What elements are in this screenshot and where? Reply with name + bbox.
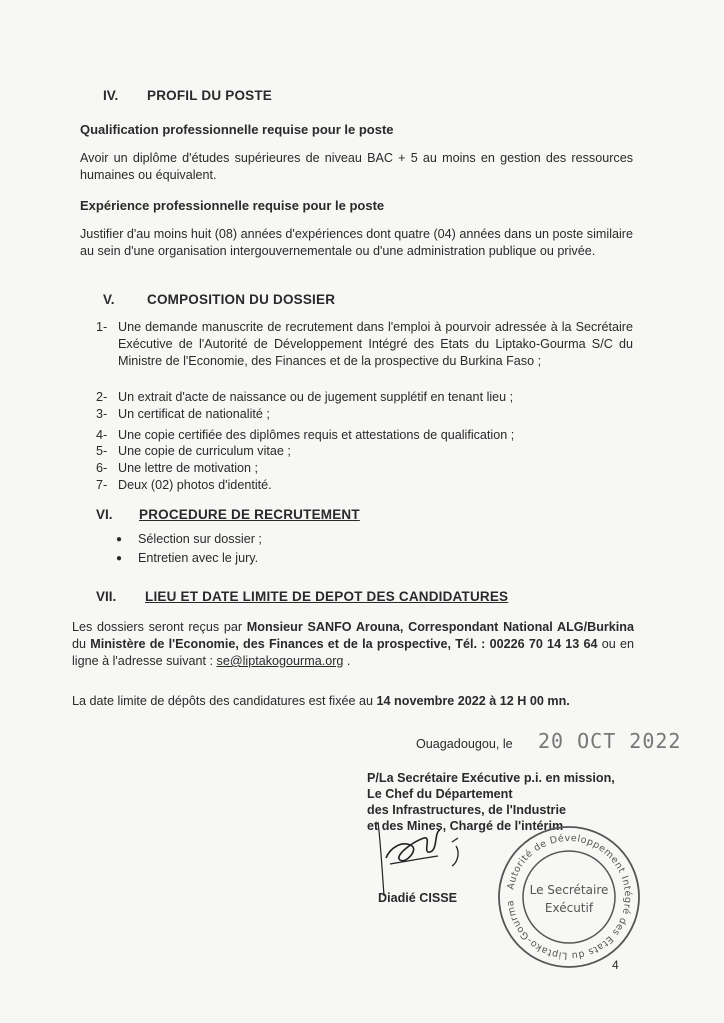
section-7-number: VII. xyxy=(96,589,117,604)
bullet-icon: ● xyxy=(116,553,123,564)
submission-text-b: du xyxy=(72,637,91,651)
deadline-text: La date limite de dépôts des candidatures est fixée au xyxy=(72,694,377,708)
section-4-title: PROFIL DU POSTE xyxy=(147,88,273,103)
submission-text-d: . xyxy=(343,654,351,668)
qualification-heading: Qualification professionnelle requise pour le poste xyxy=(80,122,394,137)
correspondent-name: Monsieur SANFO Arouna, Correspondant National ALG/Burkina xyxy=(246,620,634,634)
list-item-number: 5- xyxy=(96,444,108,458)
signer-name: Diadié CISSE xyxy=(378,891,458,905)
list-item xyxy=(96,460,633,477)
deadline-date: 14 novembre 2022 à 12 H 00 mn. xyxy=(376,694,570,708)
date-stamp: 20 OCT 2022 xyxy=(538,729,682,753)
list-item xyxy=(96,427,633,444)
list-item-text: Un certificat de nationalité ; xyxy=(118,407,270,421)
signature-line-4: et des Mines, Chargé de l'intérim xyxy=(367,819,564,833)
submission-text-c: ou en ligne à l'adresse suivant : xyxy=(72,637,634,668)
section-5-title: COMPOSITION DU DOSSIER xyxy=(147,292,336,307)
section-7-title: LIEU ET DATE LIMITE DE DEPOT DES CANDIDATURES xyxy=(145,589,509,604)
submission-text-a: Les dossiers seront reçus par xyxy=(72,620,247,634)
section-6-title: PROCEDURE DE RECRUTEMENT xyxy=(139,507,360,522)
deadline-paragraph xyxy=(72,693,634,710)
section-5-number: V. xyxy=(103,292,115,307)
list-item xyxy=(96,406,633,423)
list-item-text: Une copie certifiée des diplômes requis et attestations de qualification ; xyxy=(118,428,515,442)
list-item-number: 1- xyxy=(96,320,108,334)
place-date-label: Ouagadougou, le xyxy=(416,737,513,751)
list-item-text: Une demande manuscrite de recrutement dans l'emploi à pourvoir adressée à la Secrétaire Exécutive de l'Autorité de Développement Intégré des Etats du Liptako-Gourma S/C du Ministre de l'Economie, des Finances et de la prospective du Burkina Faso ; xyxy=(118,320,633,368)
list-item-text: Un extrait d'acte de naissance ou de jugement supplétif en tenant lieu ; xyxy=(118,390,514,404)
list-item xyxy=(96,389,633,406)
section-6-number: VI. xyxy=(96,507,113,522)
stamp-ring-text: Autorité de Développement Intégré des Etats du Liptako-Gourma xyxy=(505,832,634,962)
list-item-number: 6- xyxy=(96,461,108,475)
list-item-number: 7- xyxy=(96,478,108,492)
email-link[interactable]: se@liptakogourma.org xyxy=(216,654,344,668)
qualification-text: Avoir un diplôme d'études supérieures de niveau BAC + 5 au moins en gestion des ressources humaines ou équivalent. xyxy=(80,151,633,182)
procedure-item-1: Sélection sur dossier ; xyxy=(138,532,262,546)
handwritten-signature xyxy=(372,818,482,898)
signature-line-1: P/La Secrétaire Exécutive p.i. en mission, xyxy=(367,771,615,785)
bullet-icon: ● xyxy=(116,534,123,545)
procedure-item-2: Entretien avec le jury. xyxy=(138,551,259,565)
submission-paragraph xyxy=(72,619,634,670)
signature-line-3: des Infrastructures, de l'Industrie xyxy=(367,803,566,817)
experience-text: Justifier d'au moins huit (08) années d'expériences dont quatre (04) années dans un poste similaire au sein d'une organisation intergouvernementale ou d'une administration publique ou privée. xyxy=(80,227,633,258)
list-item xyxy=(96,443,633,460)
list-item-text: Deux (02) photos d'identité. xyxy=(118,478,272,492)
official-stamp-icon xyxy=(496,824,642,970)
list-item xyxy=(96,319,633,389)
list-item xyxy=(96,477,633,494)
list-item-number: 4- xyxy=(96,428,108,442)
list-item-text: Une lettre de motivation ; xyxy=(118,461,259,475)
page-number: 4 xyxy=(612,958,619,972)
list-item-number: 3- xyxy=(96,407,108,421)
section-4-number: IV. xyxy=(103,88,119,103)
signature-line-2: Le Chef du Département xyxy=(367,787,513,801)
experience-heading: Expérience professionnelle requise pour le poste xyxy=(80,198,385,213)
ministry-contact: Ministère de l'Economie, des Finances et de la prospective, Tél. : 00226 70 14 13 64 xyxy=(90,637,598,651)
list-item-number: 2- xyxy=(96,390,108,404)
stamp-center-line-1: Le Secrétaire xyxy=(529,883,609,897)
list-item-text: Une copie de curriculum vitae ; xyxy=(118,444,291,458)
stamp-center-line-2: Exécutif xyxy=(544,901,594,915)
